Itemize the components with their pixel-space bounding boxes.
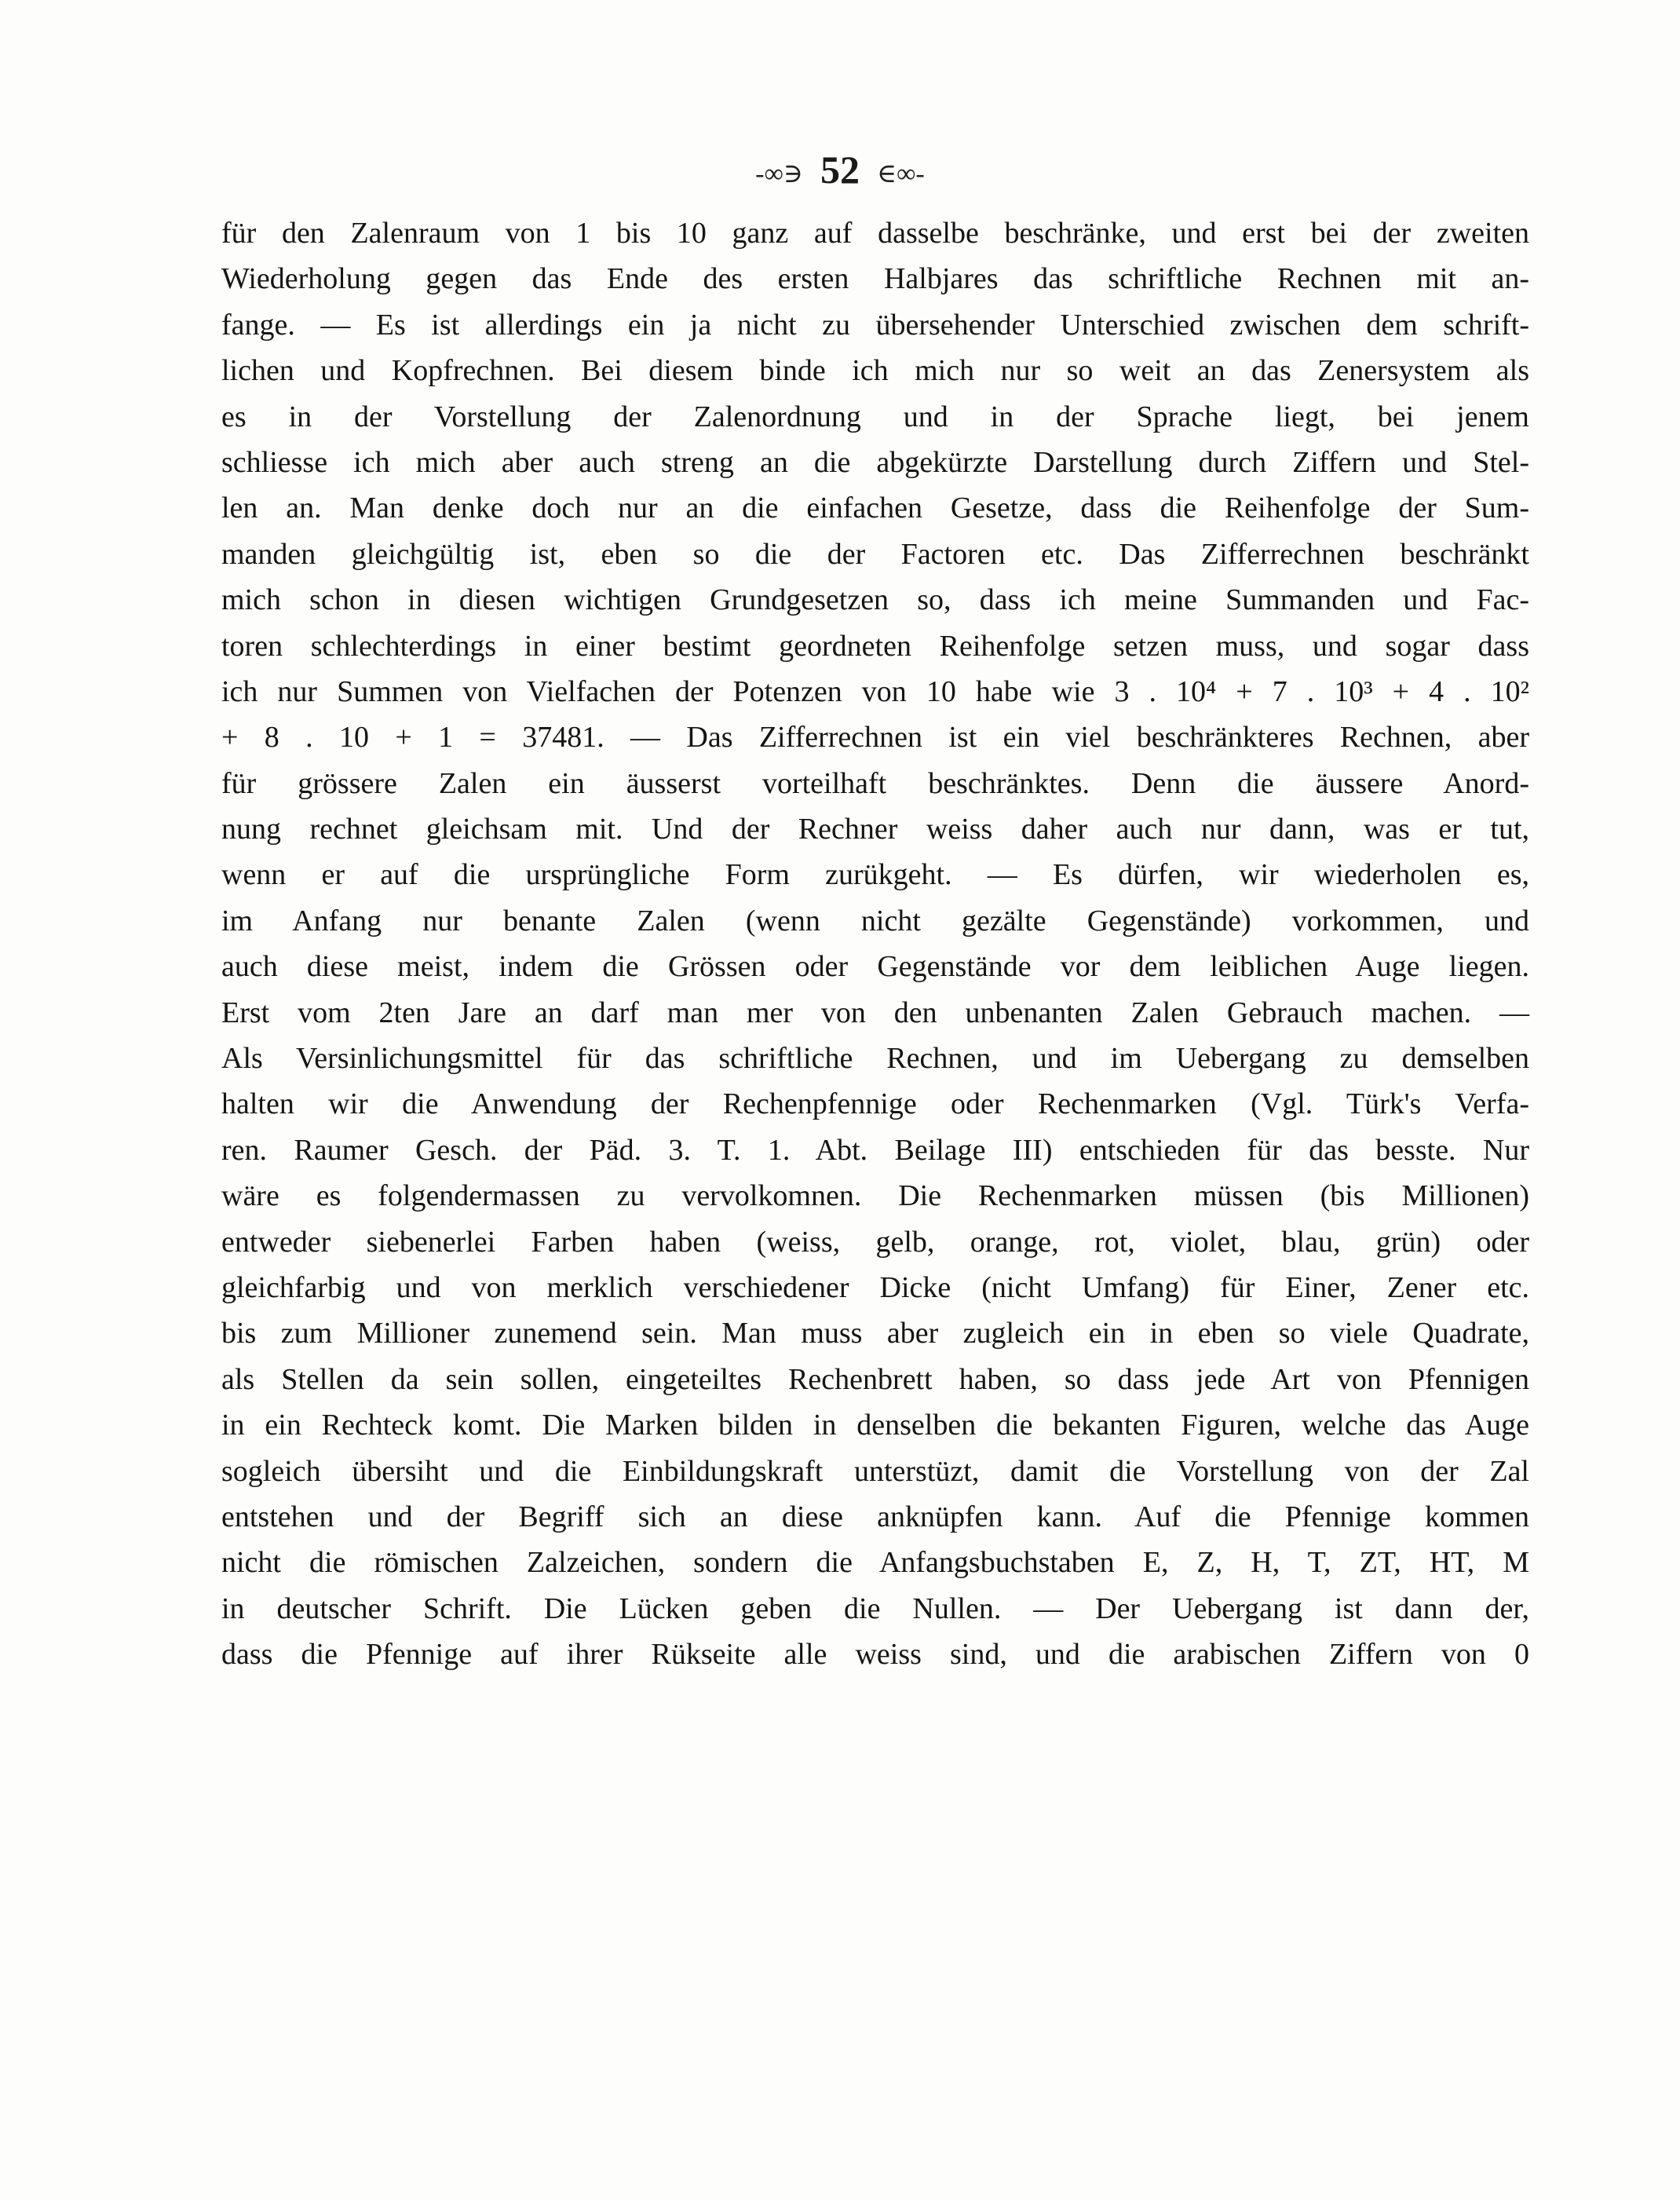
text-line: in deutscher Schrift. Die Lücken geben die Nullen. — Der Uebergang ist dann der, [221, 1592, 1529, 1625]
text-line: als Stellen da sein sollen, eingeteiltes Rechenbrett haben, so dass jede Art von Pfennigen [221, 1362, 1529, 1396]
ornament-left-icon: -∞∋ [755, 159, 803, 188]
text-line: entweder siebenerlei Farben haben (weiss, gelb, orange, rot, violet, blau, grün) oder [221, 1225, 1529, 1259]
text-line: im Anfang nur benante Zalen (wenn nicht gezälte Gegenstände) vorkommen, und [221, 904, 1529, 937]
text-line: ren. Raumer Gesch. der Päd. 3. T. 1. Abt. Beilage III) entschieden für das besste. Nur [221, 1133, 1529, 1167]
ornament-right-icon: ∈∞- [877, 159, 925, 188]
text-line: toren schlechterdings in einer bestimt geordneten Reihenfolge setzen muss, und sogar dass [221, 629, 1529, 663]
text-line: manden gleichgültig ist, eben so die der Factoren etc. Das Zifferrechnen beschränkt [221, 537, 1529, 571]
text-line: dass die Pfennige auf ihrer Rükseite alle weiss sind, und die arabischen Ziffern von 0 [221, 1638, 1529, 1672]
text-line: gleichfarbig und von merklich verschiedener Dicke (nicht Umfang) für Einer, Zener etc. [221, 1270, 1529, 1304]
text-line: in ein Rechteck komt. Die Marken bilden in denselben die bekanten Figuren, welche das Auge [221, 1409, 1529, 1442]
text-line: + 8 . 10 + 1 = 37481. — Das Zifferrechnen ist ein viel beschränkteres Rechnen, aber [221, 721, 1529, 755]
page-header [0, 146, 1680, 198]
text-line: auch diese meist, indem die Grössen oder Gegenstände vor dem leiblichen Auge liegen. [221, 950, 1529, 984]
text-line: entstehen und der Begriff sich an diese anknüpfen kann. Auf die Pfennige kommen [221, 1500, 1529, 1533]
text-line: schliesse ich mich aber auch streng an die abgekürzte Darstellung durch Ziffern und Stel- [221, 445, 1529, 479]
text-line: wenn er auf die ursprüngliche Form zurükgeht. — Es dürfen, wir wiederholen es, [221, 858, 1529, 892]
text-line: len an. Man denke doch nur an die einfachen Gesetze, dass die Reihenfolge der Sum- [221, 492, 1529, 525]
text-line: mich schon in diesen wichtigen Grundgesetzen so, dass ich meine Summanden und Fac- [221, 583, 1529, 617]
text-line: es in der Vorstellung der Zalenordnung und in der Sprache liegt, bei jenem [221, 400, 1529, 433]
text-line: fange. — Es ist allerdings ein ja nicht zu übersehender Unterschied zwischen dem schrift- [221, 308, 1529, 342]
text-line: nung rechnet gleichsam mit. Und der Rechner weiss daher auch nur dann, was er tut, [221, 813, 1529, 846]
text-line: wäre es folgendermassen zu vervolkomnen. Die Rechenmarken müssen (bis Millionen) [221, 1179, 1529, 1213]
text-line: Erst vom 2ten Jare an darf man mer von den unbenanten Zalen Gebrauch machen. — [221, 996, 1529, 1029]
body-text [221, 210, 1529, 1678]
text-line: Wiederholung gegen das Ende des ersten Halbjares das schriftliche Rechnen mit an- [221, 262, 1529, 296]
text-line: bis zum Millioner zunemend sein. Man muss aber zugleich ein in eben so viele Quadrate, [221, 1317, 1529, 1350]
page-number: 52 [820, 148, 860, 192]
text-line: lichen und Kopfrechnen. Bei diesem binde ich mich nur so weit an das Zenersystem als [221, 354, 1529, 388]
text-line: halten wir die Anwendung der Rechenpfennige oder Rechenmarken (Vgl. Türk's Verfa- [221, 1087, 1529, 1121]
text-line: für den Zalenraum von 1 bis 10 ganz auf dasselbe beschränke, und erst bei der zweiten [221, 217, 1529, 250]
text-line: nicht die römischen Zalzeichen, sondern die Anfangsbuchstaben E, Z, H, T, ZT, HT, M [221, 1546, 1529, 1580]
text-line: sogleich übersiht und die Einbildungskraft unterstüzt, damit die Vorstellung von der Zal [221, 1454, 1529, 1488]
text-line: Als Versinlichungsmittel für das schriftliche Rechnen, und im Uebergang zu demselben [221, 1042, 1529, 1076]
text-line: ich nur Summen von Vielfachen der Potenzen von 10 habe wie 3 . 10⁴ + 7 . 10³ + 4 . 10² [221, 674, 1529, 708]
text-line: für grössere Zalen ein äusserst vorteilhaft beschränktes. Denn die äussere Anord- [221, 766, 1529, 800]
